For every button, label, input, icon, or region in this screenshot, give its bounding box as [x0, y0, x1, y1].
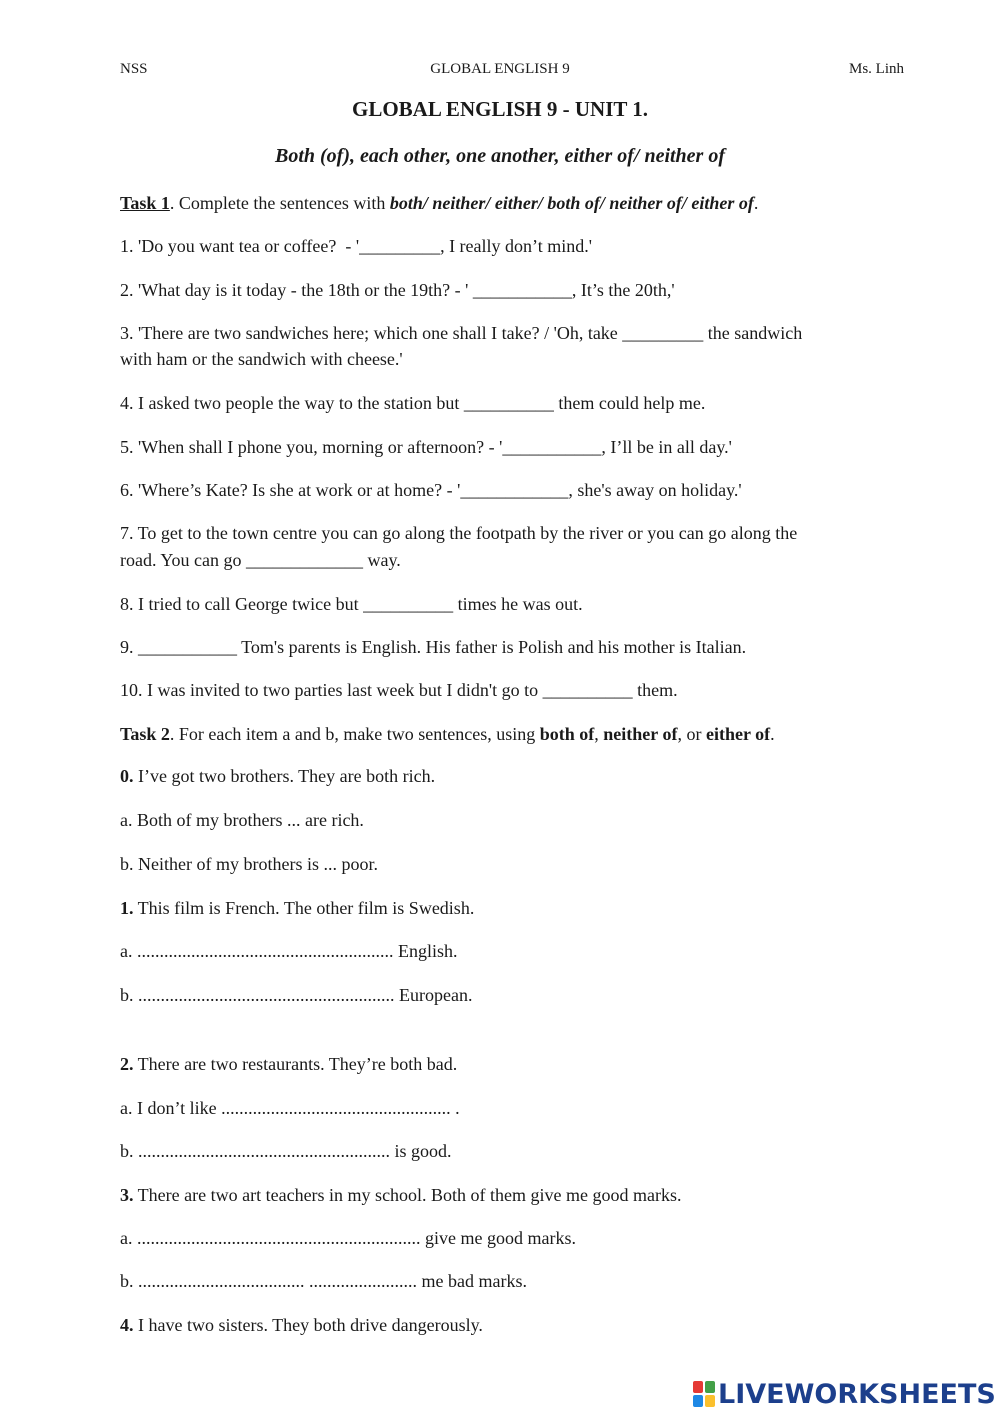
task2-answer-line: b. ..................................... ........................ me bad marks.	[120, 1271, 527, 1291]
task2-answer-line: a. ............................................................... give me good marks.	[120, 1228, 576, 1248]
task2-label: Task 2	[120, 724, 170, 744]
task1-label: Task 1	[120, 193, 170, 213]
task1-item-continued: road. You can go _____________ way.	[120, 550, 401, 570]
task1-item: 4. I asked two people the way to the station but __________ them could help me.	[120, 393, 706, 413]
task1-item: 8. I tried to call George twice but __________ times he was out.	[120, 594, 583, 614]
task1-item: 7. To get to the town centre you can go along the footpath by the river or you can go along the	[120, 523, 798, 543]
task1-item: 10. I was invited to two parties last week but I didn't go to __________ them.	[120, 680, 678, 700]
task1-item: 1. 'Do you want tea or coffee? - '_________, I really don’t mind.'	[120, 236, 592, 256]
task2-answer-line: a. ......................................................... English.	[120, 941, 458, 961]
header-right: Ms. Linh	[848, 61, 904, 77]
task1-item: 6. 'Where’s Kate? Is she at work or at home? - '____________, she's away on holiday.'	[120, 480, 742, 500]
header-center: GLOBAL ENGLISH 9	[430, 61, 570, 77]
task2-answer-line: b. Neither of my brothers is ... poor.	[120, 854, 378, 874]
task2-item: 3. There are two art teachers in my school. Both of them give me good marks.	[120, 1185, 682, 1205]
logo-square-red	[693, 1381, 703, 1393]
liveworksheets-logo-text: LIVEWORKSHEETS	[718, 1378, 996, 1410]
task2-item: 0. I’ve got two brothers. They are both rich.	[120, 766, 436, 786]
task1-instruction: Task 1. Complete the sentences with both/ neither/ either/ both of/ neither of/ either of.	[120, 193, 759, 213]
task1-item-continued: with ham or the sandwich with cheese.'	[120, 349, 403, 369]
task1-item: 9. ___________ Tom's parents is English. His father is Polish and his mother is Italian.	[120, 637, 747, 657]
task2-answer-line: b. ........................................................ is good.	[120, 1141, 452, 1161]
logo-square-yellow	[705, 1395, 715, 1407]
task2-item: 4. I have two sisters. They both drive dangerously.	[120, 1315, 483, 1335]
logo-square-blue	[693, 1395, 703, 1407]
page-title: GLOBAL ENGLISH 9 - UNIT 1.	[351, 97, 649, 121]
header-left: NSS	[120, 61, 148, 77]
task2-item: 1. This film is French. The other film is Swedish.	[120, 898, 475, 918]
task2-answer-line: a. I don’t like ................................................... .	[120, 1098, 460, 1118]
task2-answer-line: b. ......................................................... European.	[120, 985, 473, 1005]
page-subtitle: Both (of), each other, one another, either of/ neither of	[274, 145, 726, 167]
task1-item: 5. 'When shall I phone you, morning or afternoon? - '___________, I’ll be in all day.'	[120, 437, 732, 457]
liveworksheets-logo	[693, 1378, 996, 1410]
liveworksheets-logo-icon	[693, 1381, 715, 1407]
task1-item: 3. 'There are two sandwiches here; which one shall I take? / 'Oh, take _________ the sandwich	[120, 323, 803, 343]
task2-instruction: Task 2. For each item a and b, make two sentences, using both of, neither of, or either of.	[120, 724, 775, 744]
task1-item: 2. 'What day is it today - the 18th or the 19th? - ' ___________, It’s the 20th,'	[120, 280, 675, 300]
task2-answer-line: a. Both of my brothers ... are rich.	[120, 810, 364, 830]
logo-square-green	[705, 1381, 715, 1393]
task2-item: 2. There are two restaurants. They’re both bad.	[120, 1054, 458, 1074]
